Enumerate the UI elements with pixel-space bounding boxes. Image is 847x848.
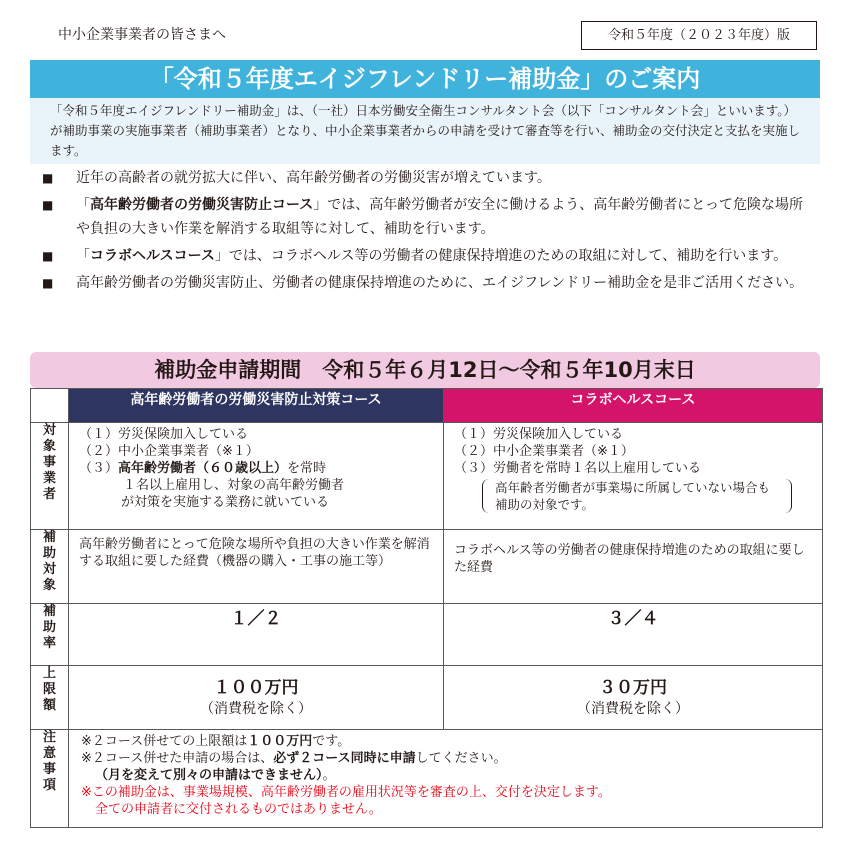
row-label-target: 補助対象 [31,530,69,604]
square-bullet-icon: ■ [42,171,54,185]
bullet-list [38,166,813,298]
warning-note: ※この補助金は、事業場規模、高年齢労働者の雇用状況等を審査の上、交付を決定します。 [81,785,611,800]
bullet-item: ■ 「コラボヘルスコース」では、コラボヘルス等の労働者の健康保持増進のための取組に対して、補助を行います。 [38,244,813,268]
eligible-note: 高年齢者労働者が事業場に所属していない場合も補助の対象です。 [482,479,792,513]
intro-paragraph: 「令和５年度エイジフレンドリー補助金」は、（一社）日本労働安全衛生コンサルタント会（以下「コンサルタント会」といいます。）が補助事業の実施事業者（補助事業者）となり、中小企業事業者からの申請を受けて審査等を行い、補助金の交付決定と支払を実施します。 [30,98,820,164]
table-row [31,530,823,604]
row-label-notes: 注意事項 [31,730,69,828]
bullet-item: ■ 近年の高齢者の就労拡大に伴い、高年齢労働者の労働災害が増えています。 [38,166,813,190]
rate-course-b: ３／４ [444,604,823,666]
square-bullet-icon: ■ [42,198,54,212]
application-period: 補助金申請期間 令和５年６月12日～令和５年10月末日 [30,352,820,388]
subsidy-table [30,388,823,828]
edition-badge: 令和５年度（２０２３年度）版 [581,21,817,50]
limit-course-b: ３０万円 （消費税を除く） [444,666,823,730]
row-label-eligible: 対象事業者 [31,423,69,530]
warning-note-cont: 全ての申請者に交付されるものではありません。 [95,802,382,817]
course-a-header: 高年齢労働者の労働災害防止対策コース [69,389,444,423]
limit-course-a: １００万円 （消費税を除く） [69,666,444,730]
eligible-course-a: （１）労災保険加入している （２）中小企業事業者（※１） （３）高年齢労働者（６０歳以上）を常時 １名以上雇用し、対象の高年齢労働者 が対策を実施する業務に就いている [69,423,444,530]
table-header-row [31,389,823,423]
audience-label: 中小企業事業者の皆さまへ [58,27,226,43]
table-corner [31,389,69,423]
eligible-course-b: （１）労災保険加入している （２）中小企業事業者（※１） （３）労働者を常時１名以上雇用している 高年齢者労働者が事業場に所属していない場合も補助の対象です。 [444,423,823,530]
bullet-item: ■ 高年齢労働者の労働災害防止、労働者の健康保持増進のために、エイジフレンドリー補助金を是非ご活用ください。 [38,271,813,295]
notes-cell: ※２コース併せての上限額は１００万円です。 ※２コース併せた申請の場合は、必ず２コース同時に申請してください。 （月を変えて別々の申請はできません）。 ※この補助金は、事業場規模、高年齢労働者の雇用状況等を審査の上、交付を決定します。 全ての申請者に交付されるものではありません。 [69,730,823,828]
square-bullet-icon: ■ [42,276,54,290]
page-title: 「令和５年度エイジフレンドリー補助金」のご案内 [30,60,820,98]
row-label-rate: 補助率 [31,604,69,666]
target-course-b: コラボヘルス等の労働者の健康保持増進のための取組に要した経費 [444,530,823,604]
square-bullet-icon: ■ [42,249,54,263]
table-row [31,604,823,666]
row-label-limit: 上限額 [31,666,69,730]
rate-course-a: １／２ [69,604,444,666]
table-row [31,730,823,828]
table-row [31,423,823,530]
target-course-a: 高年齢労働者にとって危険な場所や負担の大きい作業を解消する取組に要した経費（機器の購入・工事の施工等） [69,530,444,604]
table-row [31,666,823,730]
bullet-item: ■ 「高年齢労働者の労働災害防止コース」では、高年齢労働者が安全に働けるよう、高年齢労働者にとって危険な場所や負担の大きい作業を解消する取組等に対して、補助を行います。 [38,193,813,241]
course-b-header: コラボヘルスコース [444,389,823,423]
